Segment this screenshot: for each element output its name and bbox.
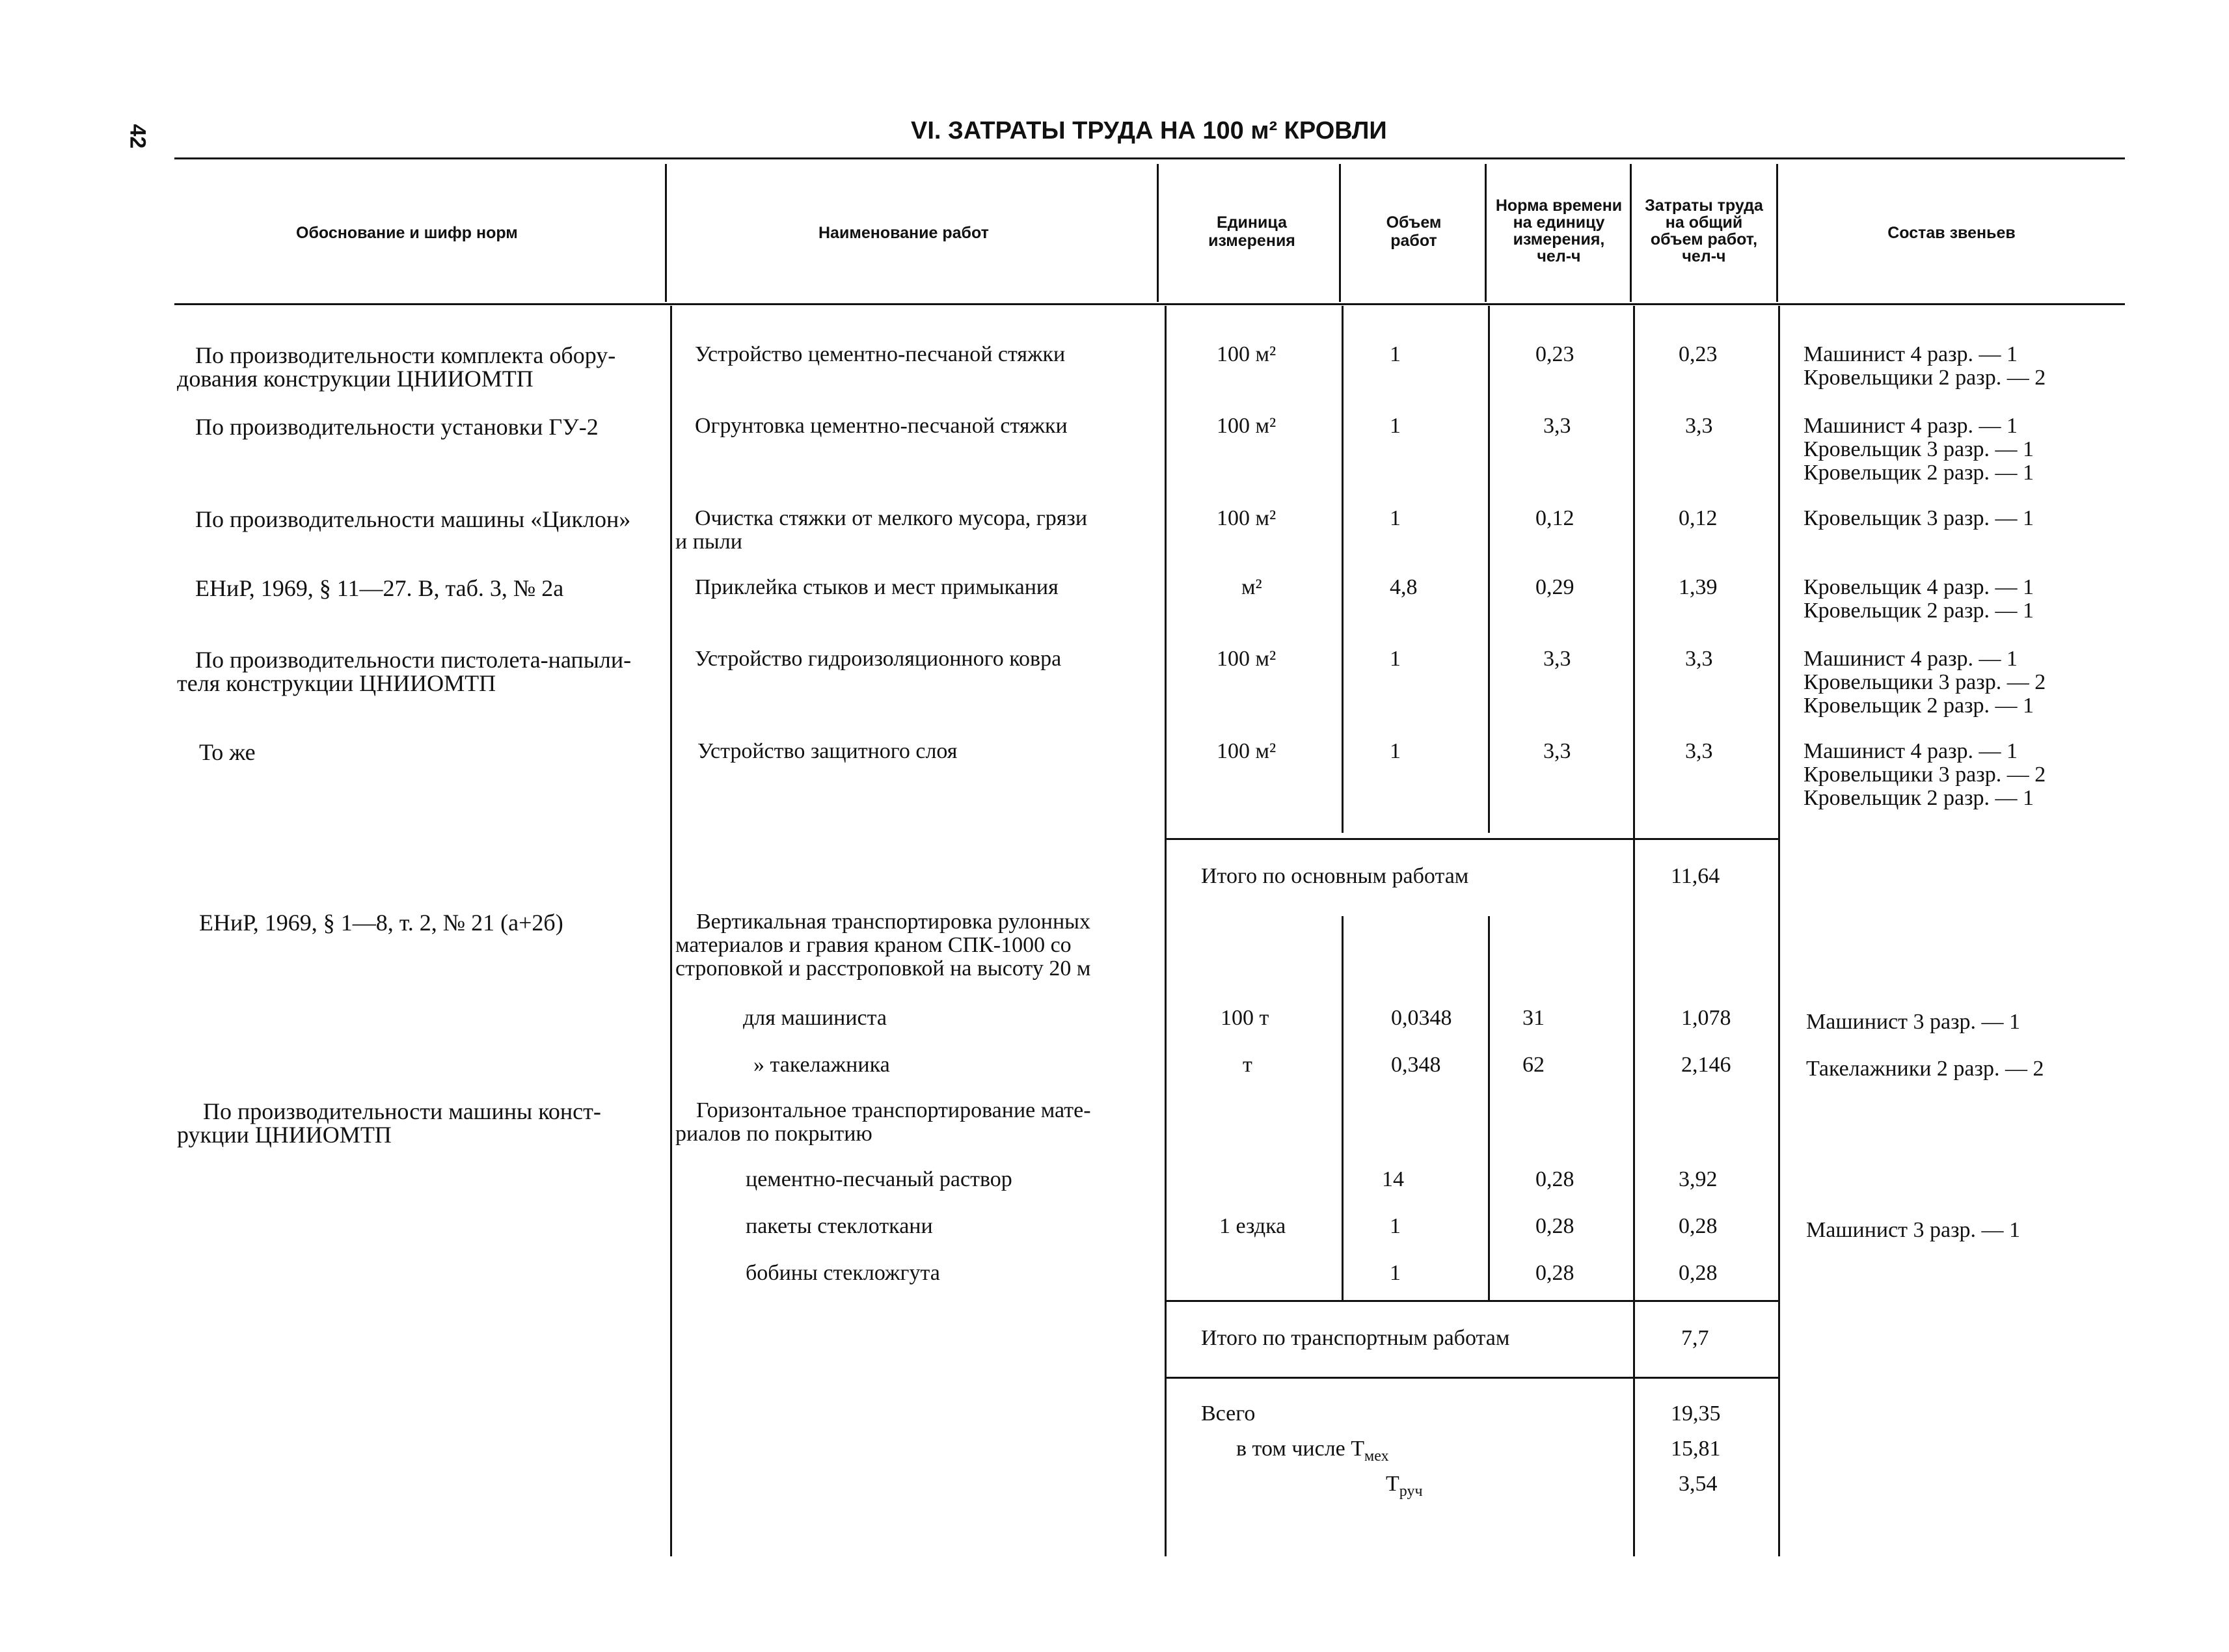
row-crew: Машинист 4 разр. — 1 (1803, 647, 2018, 671)
total-label: Всего (1201, 1401, 1256, 1426)
row-work: Устройство защитного слоя (697, 739, 958, 763)
header-cost: на общий (1665, 213, 1743, 232)
subtotal-main-value: 11,64 (1671, 864, 1720, 888)
row-unit: 100 м² (1217, 342, 1277, 366)
row-unit: 100 м² (1217, 647, 1277, 671)
row-norm: 3,3 (1543, 739, 1571, 763)
row-unit: 100 м² (1217, 739, 1277, 763)
total-manual-label: $Т_{руч}$ (1386, 1472, 1423, 1500)
subtotal-main-label: Итого по основным работам (1201, 864, 1469, 888)
subtotal-transport-label: Итого по транспортным работам (1201, 1326, 1510, 1350)
column-divider (1778, 306, 1780, 1556)
header-unit: измерения (1208, 232, 1295, 250)
row-basis: По производительности пистолета-напыли- (195, 647, 632, 673)
transport-horizontal-basis: рукции ЦНИИОМТП (177, 1122, 392, 1148)
row-cost: 1,39 (1679, 575, 1718, 599)
table-top-rule (174, 157, 2125, 159)
transport-item-norm: 0,28 (1535, 1214, 1574, 1238)
row-norm: 0,23 (1535, 342, 1574, 366)
row-volume: 1 (1390, 414, 1401, 438)
header-bottom-rule (174, 303, 2125, 305)
row-crew: Кровельщики 2 разр. — 2 (1803, 366, 2046, 390)
row-basis: ЕНиР, 1969, § 11—27. В, таб. 3, № 2а (195, 575, 564, 601)
header-volume: Объем (1386, 213, 1442, 232)
header-cost: объем работ, (1650, 230, 1758, 249)
subtotal-rule (1165, 1377, 1778, 1379)
column-divider (1633, 306, 1635, 1556)
row-volume: 4,8 (1390, 575, 1418, 599)
total-mech-value: 15,81 (1671, 1437, 1721, 1461)
header-norm: чел-ч (1537, 247, 1581, 265)
transport-item-crew: Такелажники 2 разр. — 2 (1806, 1057, 2044, 1081)
row-cost: 3,3 (1685, 739, 1713, 763)
header-work: Наименование работ (818, 224, 989, 242)
row-work: Устройство гидроизоляционного ковра (695, 647, 1062, 671)
row-crew: Кровельщик 4 разр. — 1 (1803, 575, 2034, 599)
header-crew: Состав звеньев (1887, 224, 2016, 242)
header-cost: чел-ч (1682, 247, 1726, 265)
transport-item-norm: 62 (1522, 1053, 1545, 1077)
row-cost: 3,3 (1685, 647, 1713, 671)
column-divider (1488, 916, 1490, 1301)
header-basis: Обоснование и шифр норм (296, 224, 518, 242)
header-divider (1157, 164, 1159, 302)
transport-item-crew: Машинист 3 разр. — 1 (1806, 1010, 2021, 1034)
transport-item-cost: 0,28 (1679, 1261, 1718, 1285)
transport-item-norm: 0,28 (1535, 1167, 1574, 1191)
subtotal-rule (1165, 1300, 1778, 1302)
transport-item: цементно-песчаный раствор (746, 1167, 1012, 1191)
row-norm: 0,12 (1535, 506, 1574, 530)
header-norm: на единицу (1513, 213, 1605, 232)
row-crew: Кровельщик 3 разр. — 1 (1803, 437, 2034, 461)
row-work: Очистка стяжки от мелкого мусора, грязи (695, 506, 1088, 530)
header-cost: Затраты труда (1645, 196, 1763, 215)
column-divider (1165, 306, 1167, 1556)
column-divider (670, 306, 672, 1556)
header-divider (665, 164, 667, 302)
column-divider (1488, 306, 1490, 833)
transport-item-volume: 1 (1390, 1261, 1401, 1285)
transport-item: для машиниста (743, 1006, 887, 1030)
total-value: 19,35 (1671, 1401, 1721, 1426)
transport-item: пакеты стеклоткани (746, 1214, 933, 1238)
row-crew: Машинист 4 разр. — 1 (1803, 739, 2018, 763)
transport-item-cost: 2,146 (1681, 1053, 1731, 1077)
row-work: Устройство цементно-песчаной стяжки (695, 342, 1066, 366)
row-crew: Кровельщик 2 разр. — 1 (1803, 599, 2034, 623)
row-cost: 0,23 (1679, 342, 1718, 366)
row-basis: То же (199, 739, 256, 765)
row-basis: По производительности комплекта обору- (195, 342, 616, 368)
row-work: Приклейка стыков и мест примыкания (695, 575, 1059, 599)
row-cost: 3,3 (1685, 414, 1713, 438)
transport-item-cost: 1,078 (1681, 1006, 1731, 1030)
row-basis: По производительности установки ГУ-2 (195, 414, 599, 440)
transport-item: » такелажника (753, 1053, 890, 1077)
row-crew: Кровельщик 3 разр. — 1 (1803, 506, 2034, 530)
row-basis: дования конструкции ЦНИИОМТП (177, 366, 534, 392)
row-volume: 1 (1390, 739, 1401, 763)
row-work: Огрунтовка цементно-песчаной стяжки (695, 414, 1068, 438)
transport-item-cost: 0,28 (1679, 1214, 1718, 1238)
row-norm: 3,3 (1543, 414, 1571, 438)
total-mech-label: в том числе $Т_{мех}$ (1236, 1437, 1389, 1465)
transport-item-unit: 100 т (1221, 1006, 1269, 1030)
transport-horizontal-crew: Машинист 3 разр. — 1 (1806, 1218, 2021, 1242)
row-volume: 1 (1390, 647, 1401, 671)
transport-horizontal-work: риалов по покрытию (675, 1122, 872, 1146)
subtotal-rule (1165, 838, 1778, 840)
transport-item-norm: 31 (1522, 1006, 1545, 1030)
transport-vertical-work: материалов и гравия краном СПК-1000 со (675, 933, 1072, 957)
transport-horizontal-basis: По производительности машины конст- (203, 1098, 601, 1124)
header-norm: измерения, (1513, 230, 1605, 249)
subtotal-transport-value: 7,7 (1681, 1326, 1709, 1350)
transport-item-volume: 1 (1390, 1214, 1401, 1238)
row-crew: Кровельщик 2 разр. — 1 (1803, 694, 2034, 718)
header-norm: Норма времени (1495, 196, 1623, 215)
header-volume: работ (1390, 232, 1437, 250)
row-crew: Машинист 4 разр. — 1 (1803, 342, 2018, 366)
transport-item-volume: 0,348 (1391, 1053, 1441, 1077)
transport-vertical-work: строповкой и расстроповкой на высоту 20 м (675, 956, 1091, 981)
header-divider (1339, 164, 1341, 302)
transport-item-volume: 14 (1382, 1167, 1404, 1191)
row-unit: 100 м² (1217, 414, 1277, 438)
transport-item-norm: 0,28 (1535, 1261, 1574, 1285)
page-number: 42 (125, 124, 150, 149)
header-unit: Единица (1217, 213, 1287, 232)
transport-item-cost: 3,92 (1679, 1167, 1718, 1191)
row-unit: 100 м² (1217, 506, 1277, 530)
row-crew: Кровельщик 2 разр. — 1 (1803, 461, 2034, 485)
transport-horizontal-work: Горизонтальное транспортирование мате- (696, 1098, 1091, 1122)
column-divider (1342, 306, 1344, 833)
transport-item: бобины стекложгута (746, 1261, 940, 1285)
row-cost: 0,12 (1679, 506, 1718, 530)
row-work: и пыли (675, 530, 742, 554)
row-unit: м² (1241, 575, 1262, 599)
transport-vertical-work: Вертикальная транспортировка рулонных (696, 910, 1091, 934)
row-basis: теля конструкции ЦНИИОМТП (177, 670, 496, 696)
transport-horizontal-unit: 1 ездка (1219, 1214, 1286, 1238)
row-volume: 1 (1390, 342, 1401, 366)
row-basis: По производительности машины «Циклон» (195, 506, 631, 532)
column-divider (1342, 916, 1344, 1301)
row-crew: Машинист 4 разр. — 1 (1803, 414, 2018, 438)
row-norm: 0,29 (1535, 575, 1574, 599)
page-title: VI. ЗАТРАТЫ ТРУДА НА 100 м² КРОВЛИ (911, 117, 1387, 144)
row-crew: Кровельщики 3 разр. — 2 (1803, 763, 2046, 787)
transport-item-unit: т (1243, 1053, 1252, 1077)
row-crew: Кровельщик 2 разр. — 1 (1803, 786, 2034, 810)
row-volume: 1 (1390, 506, 1401, 530)
row-norm: 3,3 (1543, 647, 1571, 671)
row-crew: Кровельщики 3 разр. — 2 (1803, 670, 2046, 694)
transport-item-volume: 0,0348 (1391, 1006, 1452, 1030)
transport-vertical-basis: ЕНиР, 1969, § 1—8, т. 2, № 21 (а+2б) (199, 910, 563, 936)
total-manual-value: 3,54 (1679, 1472, 1718, 1496)
